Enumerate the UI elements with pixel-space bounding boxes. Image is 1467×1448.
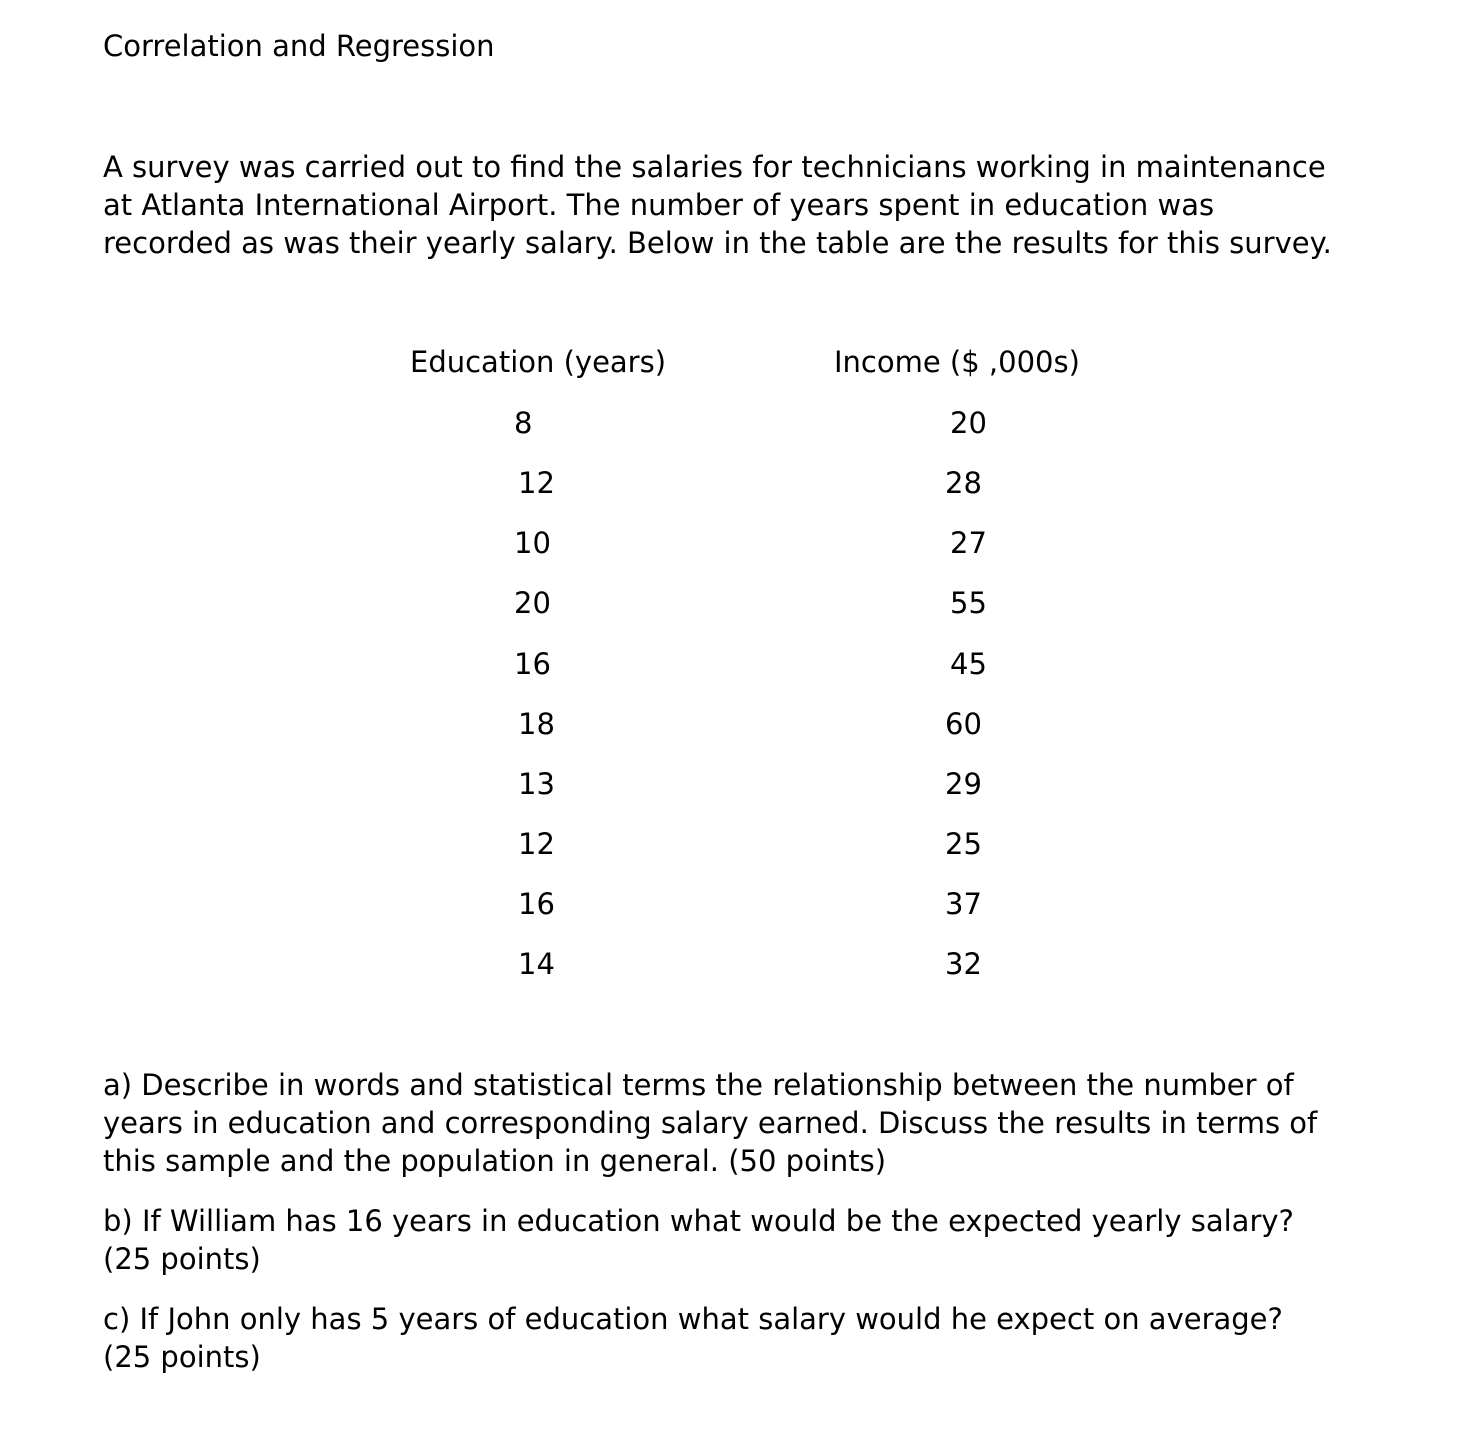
question-line: b) If William has 16 years in education what would be the expected yearly salary?	[103, 1204, 1294, 1238]
table-cell-income: 25	[945, 827, 982, 861]
question-c	[103, 1300, 1423, 1376]
question-a	[103, 1066, 1423, 1180]
table-cell-income: 32	[945, 947, 982, 981]
table-cell-education: 12	[518, 466, 555, 500]
table-cell-income: 60	[945, 707, 982, 741]
question-line: c) If John only has 5 years of education what salary would he expect on average?	[103, 1302, 1283, 1336]
table-cell-income: 27	[950, 526, 987, 560]
intro-line: at Atlanta International Airport. The number of years spent in education was	[103, 188, 1215, 222]
intro-paragraph	[103, 148, 1423, 262]
table-cell-income: 28	[945, 466, 982, 500]
table-cell-education: 16	[518, 887, 555, 921]
intro-line: recorded as was their yearly salary. Below in the table are the results for this survey.	[103, 226, 1332, 260]
table-cell-income: 29	[945, 767, 982, 801]
table-cell-education: 12	[518, 827, 555, 861]
intro-line: A survey was carried out to find the salaries for technicians working in maintenance	[103, 150, 1326, 184]
question-line: (25 points)	[103, 1340, 261, 1374]
table-cell-income: 20	[950, 406, 987, 440]
table-cell-education: 16	[514, 647, 551, 681]
table-cell-income: 55	[950, 586, 987, 620]
table-cell-education: 14	[518, 947, 555, 981]
table-cell-income: 45	[950, 647, 987, 681]
table-header-education: Education (years)	[410, 345, 667, 379]
table-header-income: Income ($ ,000s)	[834, 345, 1080, 379]
question-line: years in education and corresponding salary earned. Discuss the results in terms of	[103, 1106, 1318, 1140]
table-cell-education: 18	[518, 707, 555, 741]
question-line: (25 points)	[103, 1242, 261, 1276]
question-b	[103, 1202, 1423, 1278]
question-line: this sample and the population in general. (50 points)	[103, 1144, 887, 1178]
table-cell-income: 37	[945, 887, 982, 921]
table-cell-education: 8	[514, 406, 533, 440]
page-title: Correlation and Regression	[103, 29, 495, 63]
table-cell-education: 10	[514, 526, 551, 560]
table-cell-education: 20	[514, 586, 551, 620]
table-cell-education: 13	[518, 767, 555, 801]
question-line: a) Describe in words and statistical terms the relationship between the number of	[103, 1068, 1294, 1102]
